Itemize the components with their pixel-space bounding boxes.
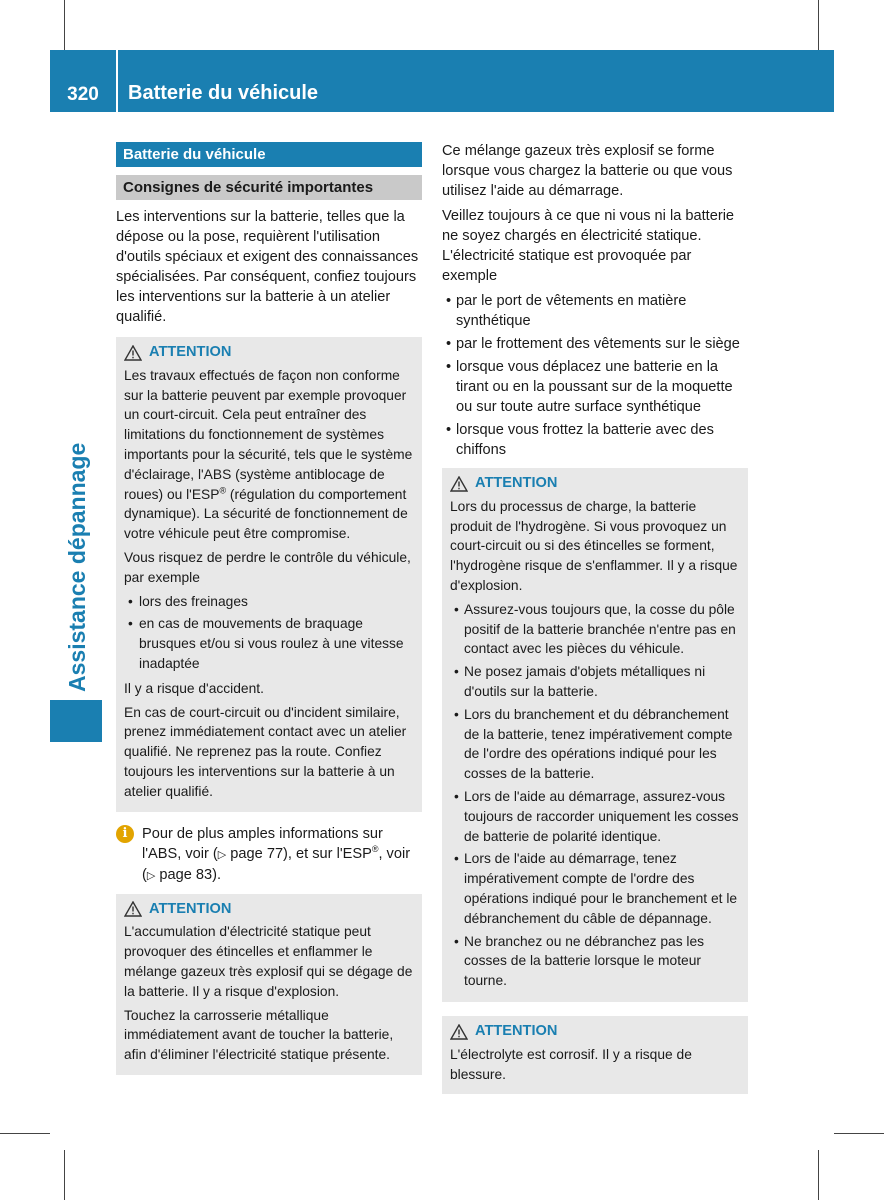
page-number: 320 (67, 84, 99, 105)
warning-bullet-list (124, 592, 415, 674)
list-item: • lorsque vous déplacez une batterie en la tirant ou en la poussant sur de la moquette ou sur toute autre surface synthétique (442, 357, 748, 417)
crop-mark (818, 1150, 819, 1200)
list-item: • Lors de l'aide au démarrage, assurez-vous toujours de raccorder uniquement les cosses de batterie de polarité identique. (450, 787, 741, 846)
warning-box (116, 337, 422, 812)
body-paragraph: Veillez toujours à ce que ni vous ni la batterie ne soyez chargés en électricité statique. L'électricité statique est provoquée par exemple (442, 208, 735, 284)
page-ref-link[interactable]: page 83). (155, 866, 222, 883)
warning-heading-text: ATTENTION (475, 475, 558, 491)
crop-mark (834, 1133, 884, 1134)
list-item: • Ne branchez ou ne débranchez pas les cosses de la batterie lorsque le moteur tourne. (450, 932, 741, 991)
info-note (116, 824, 422, 886)
header-divider (116, 50, 118, 112)
warning-bullet-list (450, 600, 741, 991)
bullet-list (442, 291, 748, 460)
list-item: • en cas de mouvements de braquage brusques et/ou si vous roulez à une vitesse inadaptée (124, 614, 415, 673)
warning-heading-text: ATTENTION (149, 900, 232, 917)
warning-text: (régulation du comportement dynamique). La sécurité de fonctionnement de votre véhicule peut être compromise. (124, 486, 408, 542)
warning-paragraph: Il y a risque d'accident. (124, 680, 264, 696)
warning-heading (124, 900, 415, 920)
warning-heading (450, 1022, 741, 1042)
list-item: • lorsque vous frottez la batterie avec des chiffons (442, 420, 748, 460)
warning-paragraph: Lors du processus de charge, la batterie produit de l'hydrogène. Si vous provoquez un court-circuit ou si des étincelles se forment, l'hydrogène risque de s'enflammer. Il y a risque d'explosion. (450, 498, 738, 593)
warning-paragraph: En cas de court-circuit ou d'incident similaire, prenez immédiatement contact avec un atelier qualifié. Ne reprenez pas la route. Confiez toujours les interventions sur la batterie à un atelier qualifié. (124, 704, 407, 799)
right-column (442, 141, 748, 1106)
page-ref-arrow-icon: ▷ (146, 869, 156, 882)
registered-mark: ® (371, 843, 379, 854)
crop-mark (64, 1150, 65, 1200)
warning-triangle-icon (124, 901, 142, 917)
list-item: • Assurez-vous toujours que, la cosse du pôle positif de la batterie branchée n'entre pas en contact avec les pièces du véhicule. (450, 600, 741, 659)
crop-mark (0, 1133, 50, 1134)
left-column (116, 142, 422, 1087)
body-paragraph: Ce mélange gazeux très explosif se forme lorsque vous chargez la batterie ou que vous utilisez l'aide au démarrage. (442, 143, 733, 199)
registered-mark: ® (219, 484, 227, 495)
side-tab-label: Assistance dépannage (64, 442, 90, 692)
warning-triangle-icon (450, 476, 468, 492)
warning-paragraph: Touchez la carrosserie métallique immédiatement avant de toucher la batterie, afin d'éliminer l'électricité statique présente. (124, 1007, 394, 1063)
subsection-title: Consignes de sécurité importantes (116, 175, 422, 200)
warning-paragraph: Vous risquez de perdre le contrôle du véhicule, par exemple (124, 549, 411, 585)
section-title: Batterie du véhicule (116, 142, 422, 167)
side-tab-marker (50, 700, 102, 742)
warning-paragraph (124, 366, 415, 544)
warning-text: Les travaux effectués de façon non conforme sur la batterie peuvent par exemple provoquer un court-circuit. Cela peut entraîner des limitations du fonctionnement de systèmes importants pour la sécurité, tels que le système d'éclairage, l'ABS (système antiblocage de roues) ou l'ESP (124, 367, 413, 502)
warning-paragraph: L'accumulation d'électricité statique peut provoquer des étincelles et enflammer le mélange gazeux très explosif qui se dégage de la batterie. Il y a risque d'explosion. (124, 924, 413, 999)
warning-heading (450, 474, 741, 494)
warning-heading (124, 343, 415, 363)
list-item: • Ne posez jamais d'objets métalliques ni d'outils sur la batterie. (450, 662, 741, 702)
crop-mark (64, 0, 65, 50)
warning-triangle-icon (124, 345, 142, 361)
page-ref-arrow-icon: ▷ (217, 848, 227, 861)
warning-triangle-icon (450, 1024, 468, 1040)
header-title: Batterie du véhicule (128, 82, 319, 104)
warning-box (116, 894, 422, 1075)
info-icon: i (116, 825, 134, 843)
warning-paragraph: L'électrolyte est corrosif. Il y a risque de blessure. (450, 1046, 692, 1082)
crop-mark (818, 0, 819, 50)
list-item: • Lors du branchement et du débranchement de la batterie, tenez impérativement compte de l'ordre des opérations indiqué pour les cosses de la batterie. (450, 705, 741, 784)
info-text: Pour de plus amples informations sur l'ABS, voir (▷ page 77), et sur l'ESP®, voir (▷ page 83). (142, 825, 411, 883)
warning-box (442, 1016, 748, 1094)
warning-box (442, 468, 748, 1002)
list-item: • Lors de l'aide au démarrage, tenez impérativement compte de l'ordre des opérations indiqué pour le branchement et le débranchement du câble de dépannage. (450, 849, 741, 928)
warning-heading-text: ATTENTION (475, 1022, 558, 1039)
warning-heading-text: ATTENTION (149, 344, 232, 360)
list-item: • lors des freinages (124, 592, 415, 612)
page-ref-link[interactable]: page 77), et sur l'ESP (226, 845, 372, 862)
intro-paragraph: Les interventions sur la batterie, telles que la dépose ou la pose, requièrent l'utilisation d'outils spéciaux et exigent des connaissances spécialisées. Par conséquent, confiez toujours les interventions sur la batterie à un atelier qualifié. (116, 209, 419, 325)
list-item: • par le port de vêtements en matière synthétique (442, 291, 748, 331)
list-item: • par le frottement des vêtements sur le siège (442, 334, 748, 354)
